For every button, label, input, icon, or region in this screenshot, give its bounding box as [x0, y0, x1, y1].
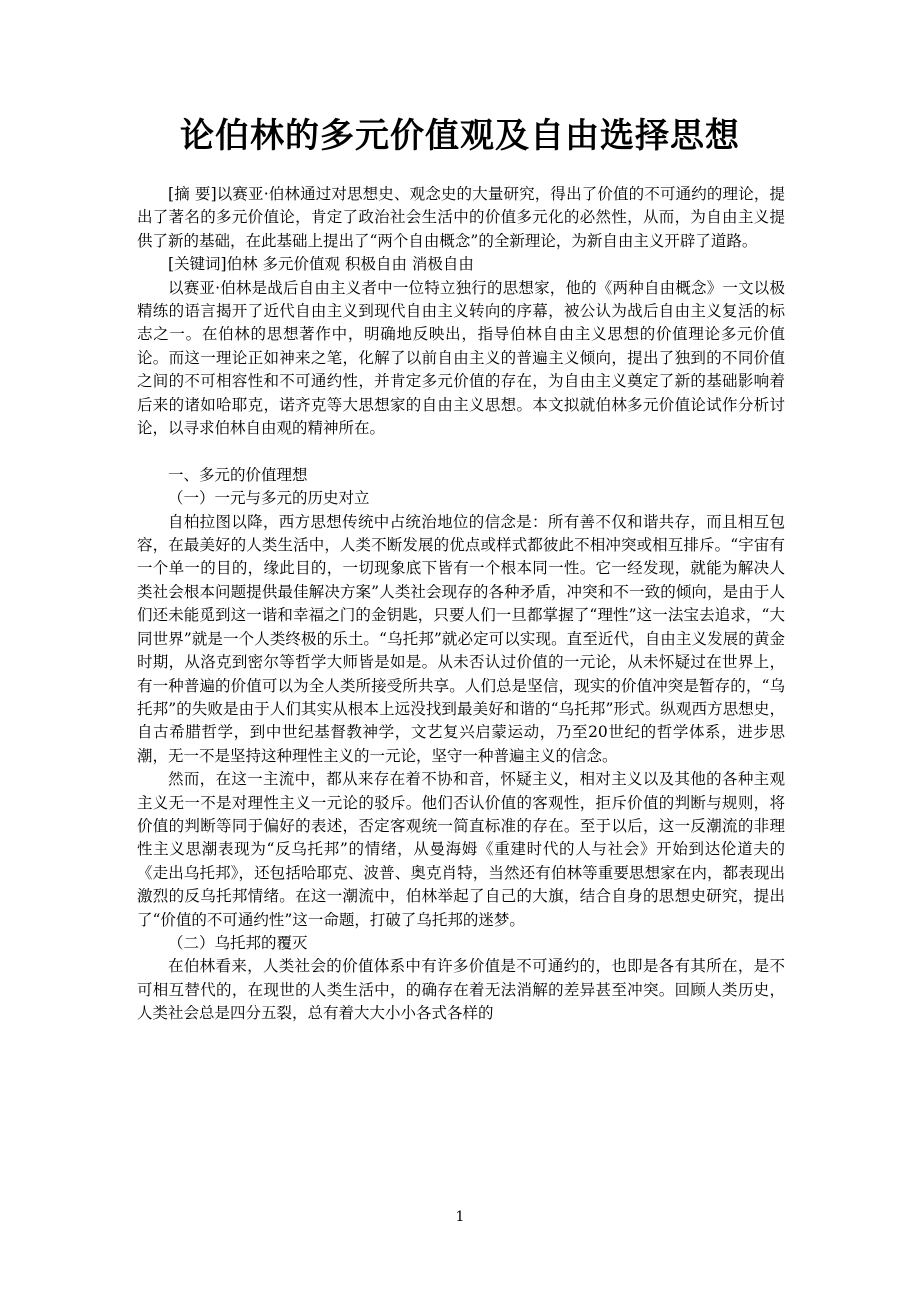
- document-title: 论伯林的多元价值观及自由选择思想: [180, 116, 740, 156]
- intro-paragraph: 以赛亚·伯林是战后自由主义者中一位特立独行的思想家，他的《两种自由概念》一文以极精练的语言揭开了近代自由主义到现代自由主义转向的序幕，被公认为战后自由主义复活的标志之一。在伯林的思想著作中，明确地反映出，指导伯林自由主义思想的价值理论多元价值论。而这一理论正如神来之笔，化解了以前自由主义的普遍主义倾向，提出了独到的不同价值之间的不可相容性和不可通约性，并肯定多元价值的存在，为自由主义奠定了新的基础影响着后来的诸如哈耶克，诺齐克等大思想家的自由主义思想。本文拟就伯林多元价值论试作分析讨论，以寻求伯林自由观的精神所在。: [137, 278, 785, 438]
- body-paragraph: 在伯林看来，人类社会的价值体系中有许多价值是不可通约的，也即是各有其所在，是不可相互替代的，在现世的人类生活中，的确存在着无法消解的差异甚至冲突。回顾人类历史，人类社会总是四分五裂，总有着大大小小各式各样的: [137, 957, 785, 1023]
- body-paragraph: 自柏拉图以降，西方思想传统中占统治地位的信念是：所有善不仅和谐共存，而且相互包容，在最美好的人类生活中，人类不断发展的优点或样式都彼此不相冲突或相互排斥。“宇宙有一个单一的目的，缘此目的，一切现象底下皆有一个根本同一性。它一经发现，就能为解决人类社会根本问题提供最佳解决方案”人类社会现存的各种矛盾，冲突和不一致的倾向，是由于人们还未能觅到这一谐和幸福之门的金钥匙，只要人们一旦都掌握了“理性”这一法宝去追求，“大同世界”就是一个人类终极的乐土。“乌托邦”就必定可以实现。直至近代，自由主义发展的黄金时期，从洛克到密尔等哲学大师皆是如是。从未否认过价值的一元论，从未怀疑过在世界上，有一种普遍的价值可以为全人类所接受所共享。人们总是坚信，现实的价值冲突是暂存的，“乌托邦”的失败是由于人们其实从根本上远没找到最美好和谐的“乌托邦”形式。纵观西方思想史，自古希腊哲学，到中世纪基督教神学，文艺复兴启蒙运动，乃至20世纪的哲学体系，进步思潮，无一不是坚持这种理性主义的一元论，坚守一种普遍主义的信念。: [137, 512, 785, 765]
- subsection-heading: （二）乌托邦的覆灭: [168, 933, 308, 952]
- page-number: 1: [455, 1209, 465, 1225]
- section-heading: 一、多元的价值理想: [168, 465, 308, 484]
- abstract-paragraph: [摘 要]以赛亚·伯林通过对思想史、观念史的大量研究，得出了价值的不可通约的理论，提出了著名的多元价值论，肯定了政治社会生活中的价值多元化的必然性，从而，为自由主义提供了新的基础，在此基础上提出了“两个自由概念”的全新理论，为新自由主义开辟了道路。: [137, 185, 785, 250]
- document-body: [137, 183, 785, 1026]
- body-paragraph: 然而，在这一主流中，都从来存在着不协和音，怀疑主义，相对主义以及其他的各种主观主义无一不是对理性主义一元论的驳斥。他们否认价值的客观性，拒斥价值的判断与规则，将价值的判断等同于偏好的表述，否定客观统一简直标准的存在。至于以后，这一反潮流的非理性主义思潮表现为“反乌托邦”的情绪，从曼海姆《重建时代的人与社会》开始到达伦道夫的《走出乌托邦》，还包括哈耶克、波普、奥克肖特，当然还有伯林等重要思想家在内，都表现出激烈的反乌托邦情绪。在这一潮流中，伯林举起了自己的大旗，结合自身的思想史研究，提出了“价值的不可通约性”这一命题，打破了乌托邦的迷梦。: [137, 770, 785, 929]
- keywords-paragraph: [关键词]伯林 多元价值观 积极自由 消极自由: [168, 255, 474, 274]
- subsection-heading: （一）一元与多元的历史对立: [168, 489, 370, 508]
